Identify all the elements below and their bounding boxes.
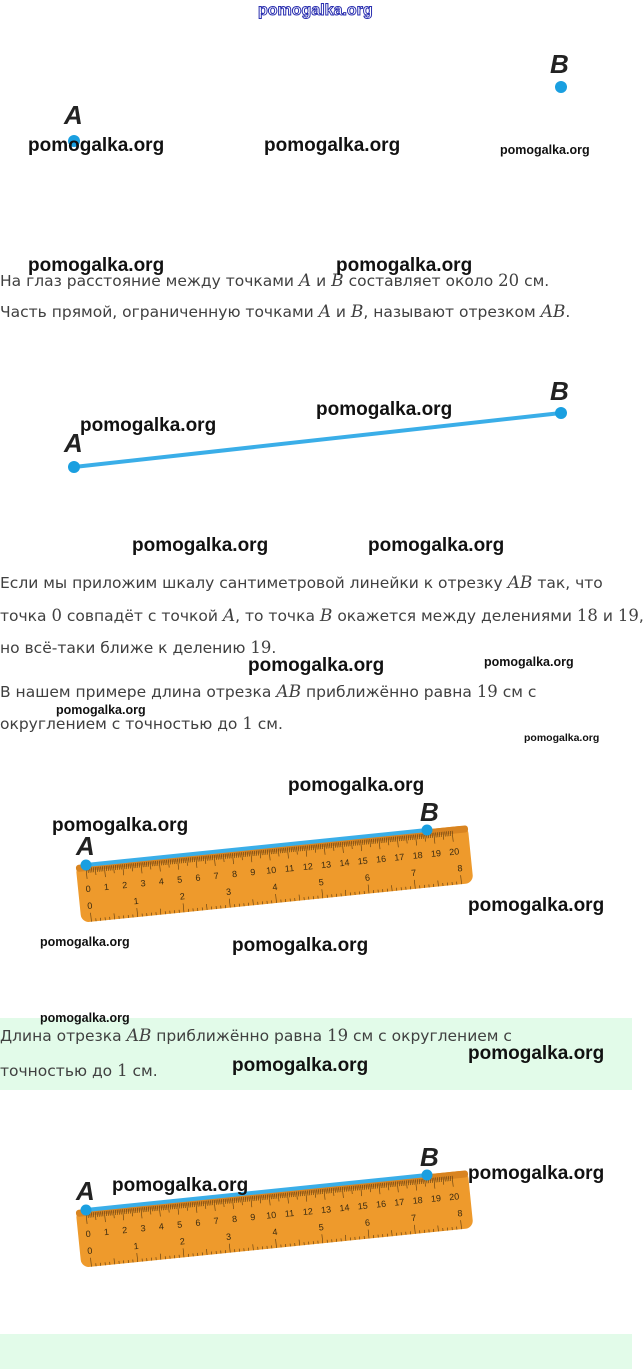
ruler-bottom-label: 7 xyxy=(410,1212,417,1224)
ruler-top-label: 20 xyxy=(448,846,460,858)
math-a: A xyxy=(298,271,312,291)
watermark: pomogalka.org xyxy=(80,415,217,436)
watermark: pomogalka.org xyxy=(316,399,453,420)
ruler-bottom-label: 4 xyxy=(271,881,278,893)
ruler-bottom-label: 4 xyxy=(271,1226,278,1238)
watermark: pomogalka.org xyxy=(368,535,505,556)
text: точностью до xyxy=(0,1062,118,1080)
text: , то точка xyxy=(235,607,320,625)
text: и xyxy=(311,272,332,290)
text: так, что xyxy=(532,574,603,592)
ruler-top-label: 12 xyxy=(302,861,314,873)
paragraph-example-1 xyxy=(0,681,536,703)
text: Длина отрезка xyxy=(0,1027,127,1045)
text: . xyxy=(271,639,277,657)
top-watermark: pomogalka.org xyxy=(258,2,373,19)
point-a xyxy=(81,1205,92,1216)
number: 18 xyxy=(576,606,598,625)
ruler-bottom-label: 6 xyxy=(364,872,371,883)
ruler-bottom-label: 2 xyxy=(179,1236,186,1247)
paragraph-definition xyxy=(0,296,570,328)
ruler-top-label: 15 xyxy=(357,855,369,867)
ruler-figure-1 xyxy=(0,790,632,950)
ruler-top-label: 9 xyxy=(249,1211,256,1223)
watermark: pomogalka.org xyxy=(336,255,473,276)
ruler-bottom-label: 8 xyxy=(456,862,463,874)
math-b: B xyxy=(350,302,364,322)
text: На глаз расстояние между точками xyxy=(0,272,299,290)
ruler-top-label: 7 xyxy=(213,870,220,882)
text: , xyxy=(638,607,644,625)
paragraph-ruler-1 xyxy=(0,567,603,599)
ruler-bottom-label: 1 xyxy=(133,895,140,907)
watermark: pomogalka.org xyxy=(264,135,401,156)
conclusion-line-2 xyxy=(0,1055,158,1087)
ruler-top-label: 14 xyxy=(338,857,350,869)
math-b: B xyxy=(319,606,333,626)
ruler-top-label: 10 xyxy=(265,1209,277,1221)
math-ab: AB xyxy=(126,1026,152,1046)
text: , называют отрезком xyxy=(363,303,541,321)
ruler-top-label: 1 xyxy=(103,881,110,893)
ruler-top-label: 13 xyxy=(320,859,332,871)
point-a-label: A xyxy=(64,100,83,130)
ruler-top-label: 4 xyxy=(158,1221,165,1232)
ruler-bottom-label: 0 xyxy=(86,900,93,912)
ruler-top-label: 16 xyxy=(375,1198,387,1210)
point-a xyxy=(68,461,80,473)
text: см с xyxy=(497,683,537,701)
ruler-top-label: 6 xyxy=(194,872,201,883)
watermark: pomogalka.org xyxy=(132,535,269,556)
number: 20 xyxy=(498,271,520,290)
watermark: pomogalka.org xyxy=(112,1175,249,1196)
number: 1 xyxy=(117,1061,128,1080)
text: Часть прямой, ограниченную точками xyxy=(0,303,319,321)
watermark: pomogalka.org xyxy=(468,1043,605,1064)
ruler-top-label: 3 xyxy=(140,1223,147,1234)
math-ab: AB xyxy=(540,302,566,322)
point-b-label: B xyxy=(550,376,569,406)
text: окажется между делениями xyxy=(332,607,577,625)
ruler-top-label: 12 xyxy=(302,1206,314,1218)
point-b-label: B xyxy=(420,1142,439,1172)
ruler-top-label: 5 xyxy=(176,874,183,885)
number: 19 xyxy=(476,682,498,701)
text: Если мы приложим шкалу сантиметровой линейки к отрезку xyxy=(0,574,508,592)
ruler-top-label: 1 xyxy=(103,1226,110,1238)
number: 19 xyxy=(617,606,639,625)
watermark: pomogalka.org xyxy=(40,935,130,949)
ruler-bottom-label: 8 xyxy=(456,1207,463,1219)
text: см с округлением с xyxy=(348,1027,512,1045)
point-a xyxy=(81,860,92,871)
watermark: pomogalka.org xyxy=(468,895,605,916)
ruler-top-label: 5 xyxy=(176,1219,183,1230)
number: 1 xyxy=(242,714,253,733)
ruler-top-label: 0 xyxy=(85,883,92,895)
point-a-label: A xyxy=(64,428,83,458)
watermark: pomogalka.org xyxy=(28,135,165,156)
point-a-label: A xyxy=(76,1176,95,1206)
point-a-label: A xyxy=(76,831,95,861)
watermark: pomogalka.org xyxy=(28,255,165,276)
ruler-top-label: 14 xyxy=(338,1202,350,1214)
ruler-bottom-label: 5 xyxy=(318,1222,325,1233)
watermark: pomogalka.org xyxy=(484,655,574,669)
paragraph-ruler-3 xyxy=(0,632,276,664)
point-b xyxy=(555,407,567,419)
math-ab: AB xyxy=(276,682,302,702)
watermark: pomogalka.org xyxy=(232,1055,369,1076)
ruler-top-label: 18 xyxy=(412,1194,424,1206)
text: точка xyxy=(0,607,52,625)
ruler-top-label: 6 xyxy=(194,1217,201,1228)
ruler-bottom-label: 7 xyxy=(410,867,417,879)
ruler-top-label: 9 xyxy=(249,866,256,878)
paragraph-ruler-2 xyxy=(0,600,644,632)
math-a: A xyxy=(318,302,331,322)
ruler-top-label: 2 xyxy=(121,879,128,891)
text: совпадёт с точкой xyxy=(61,607,223,625)
text: см. xyxy=(519,272,550,290)
text: но всё-таки ближе к делению xyxy=(0,639,251,657)
watermark: pomogalka.org xyxy=(232,935,369,956)
number: 19 xyxy=(327,1026,349,1045)
text: см. xyxy=(127,1062,158,1080)
point-b-label: B xyxy=(550,49,569,79)
text: округлением с точностью до xyxy=(0,715,243,733)
text: см. xyxy=(252,715,283,733)
text: приближённо равна xyxy=(301,683,477,701)
next-box xyxy=(0,1334,632,1369)
watermark: pomogalka.org xyxy=(40,1011,130,1025)
ruler-top-label: 19 xyxy=(430,1193,442,1205)
point-b xyxy=(555,81,567,93)
ruler-top-label: 3 xyxy=(140,878,147,889)
ruler-top-label: 2 xyxy=(121,1224,128,1236)
ruler-figure-2 xyxy=(0,1135,632,1295)
math-ab: AB xyxy=(507,573,533,593)
text: . xyxy=(565,303,571,321)
points-figure xyxy=(0,0,632,200)
ruler-top-label: 4 xyxy=(158,876,165,887)
watermark: pomogalka.org xyxy=(52,815,189,836)
ruler-top-label: 11 xyxy=(284,862,295,874)
watermark: pomogalka.org xyxy=(248,655,385,676)
text: приближённо равна xyxy=(151,1027,328,1045)
ruler-top-label: 8 xyxy=(231,1213,238,1225)
ruler-top-label: 8 xyxy=(231,868,238,880)
point-b-label: B xyxy=(420,797,439,827)
ruler-top-label: 17 xyxy=(393,851,405,863)
ruler-top-label: 20 xyxy=(448,1191,460,1203)
watermark: pomogalka.org xyxy=(500,143,590,157)
ruler-top-label: 16 xyxy=(375,853,387,865)
ruler-bottom-label: 1 xyxy=(133,1240,140,1252)
ruler-top-label: 0 xyxy=(85,1228,92,1240)
ruler-top-label: 18 xyxy=(412,849,424,861)
number: 0 xyxy=(51,606,62,625)
ruler-top-label: 15 xyxy=(357,1200,369,1212)
ruler-bottom-label: 5 xyxy=(318,877,325,888)
watermark: pomogalka.org xyxy=(524,732,600,744)
watermark: pomogalka.org xyxy=(56,703,146,717)
math-a: A xyxy=(222,606,236,626)
number: 19 xyxy=(250,638,272,657)
ruler-top-label: 19 xyxy=(430,848,442,860)
ruler-top-label: 17 xyxy=(393,1196,405,1208)
text: В нашем примере длина отрезка xyxy=(0,683,277,701)
ruler-bottom-label: 2 xyxy=(179,891,186,902)
ruler-top-label: 7 xyxy=(213,1215,220,1227)
watermark: pomogalka.org xyxy=(288,775,425,796)
text: и xyxy=(330,303,351,321)
ruler-bottom-label: 3 xyxy=(225,886,232,897)
ruler-top-label: 10 xyxy=(265,864,277,876)
ruler xyxy=(76,825,474,923)
text: и xyxy=(597,607,618,625)
watermark: pomogalka.org xyxy=(468,1163,605,1184)
math-b: B xyxy=(331,271,344,291)
ruler-top-label: 13 xyxy=(320,1204,332,1216)
ruler-bottom-label: 3 xyxy=(225,1231,232,1242)
text: составляет около xyxy=(343,272,499,290)
ruler-top-label: 11 xyxy=(284,1207,295,1219)
ruler-bottom-label: 0 xyxy=(86,1245,93,1257)
ruler-bottom-label: 6 xyxy=(364,1217,371,1228)
